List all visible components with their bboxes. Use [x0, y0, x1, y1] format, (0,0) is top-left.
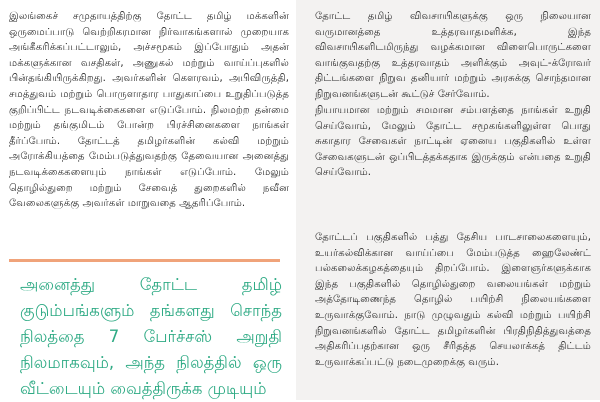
pull-quote: அனைத்து தோட்ட தமிழ் குடும்பங்களும் தங்களது சொந்த நிலத்தை 7 பேர்ச்சஸ் அறுதி நிலமாகவும், அந்த நிலத்தில் ஒரு வீட்டையும் வைத்திருக்க முடியும் — [20, 275, 282, 398]
right-paragraph-2: நியாயமான மற்றும் சமமான சம்பளத்தை நாங்கள் உறுதி செய்வோம், மேலும் தோட்ட சமூகங்களிலுள்ள பொது சுகாதார சேவைகள் நாட்டின் ஏனைய பகுதிகளில் உள்ள சேவைகளுடன் ஒப்பிடத்தக்கதாக இருக்கும் என்பதை உறுதி செய்வோம். — [315, 105, 591, 179]
right-paragraph-3: தோட்டப் பகுதிகளில் பத்து தேசிய பாடசாலைகளையும், உயர்கல்விக்கான வாய்ப்பை மேம்படுத்த ஹைலேண்ட் பல்கலைக்கழகத்தையும் திறப்போம். இளைஞர்களுக்காக இந்த பகுதிகளில் தொழில்துறை வலையங்கள் மற்றும் அத்தோடிணைந்த தொழில் பயிற்சி நிலையங்களை உருவாக்குவோம். நாடு முழுவதும் கல்வி மற்றும் பயிற்சி நிறுவனங்களில் தோட்ட தமிழர்களின் பிரதிநிதித்துவத்தை அதிகரிப்பதற்கான ஒரு சீரிதத்த செயலாக்கத் திட்டம் உருவாக்கப்பட்டு நடைமுறைக்கு வரும். — [315, 232, 591, 368]
section-divider — [9, 259, 280, 262]
left-body-paragraph: இலங்கைச் சமுதாயத்திற்கு தோட்ட தமிழ் மக்களின் ஒருமைப்பாடு வெற்றிகரமான நிர்வாகங்களால் முறையாக அங்கீகரிக்கப்பட்டாலும், அச்சமூகம் இப்போதும் அதன் மக்களுக்கான வசதிகள், அணுகல் மற்றும் வாய்ப்புகளில் பின்தங்கியிருக்கிறது. அவர்களின் கௌரவம், அபிவிருத்தி, சமத்துவம் மற்றும் பொருளாதார பாதுகாப்பை உறுதிப்படுத்த குறிப்பிட்ட நடவடிக்கைகளை எடுப்போம். நிலமற்ற தன்மை மற்றும் தங்குமிடம் போன்ற பிரச்சினைகளை நாங்கள் தீர்ப்போம். தோட்டத் தமிழர்களின் கல்வி மற்றும் அரோக்கியத்தை மேம்படுத்துவதற்கு தேவையான அனைத்து நடவடிக்கைகளையும் நாங்கள் எடுப்போம். மேலும் தொழில்துறை மற்றும் சேவைத் துறைகளில் நவீன வேலைகளுக்கு அவர்கள் மாறுவதை ஆதரிப்போம். — [9, 11, 289, 210]
right-paragraph-1: தோட்ட தமிழ் விவசாயிகளுக்கு ஒரு நிலையான வருமானத்தை உத்தரவாதமளிக்க, இந்த விவசாயிகளிடமிருந்து வழக்கமான விளைபொருட்களை வாங்குவதற்கு உத்தரவாதம் அளிக்கும் அவுட்-க்ரோவர் திட்டங்களை நிறுவ தனியார் மற்றும் அரசுக்கு சொந்தமான நிறுவனங்களுடன் கூட்டுச் சேர்வோம். — [315, 11, 591, 100]
